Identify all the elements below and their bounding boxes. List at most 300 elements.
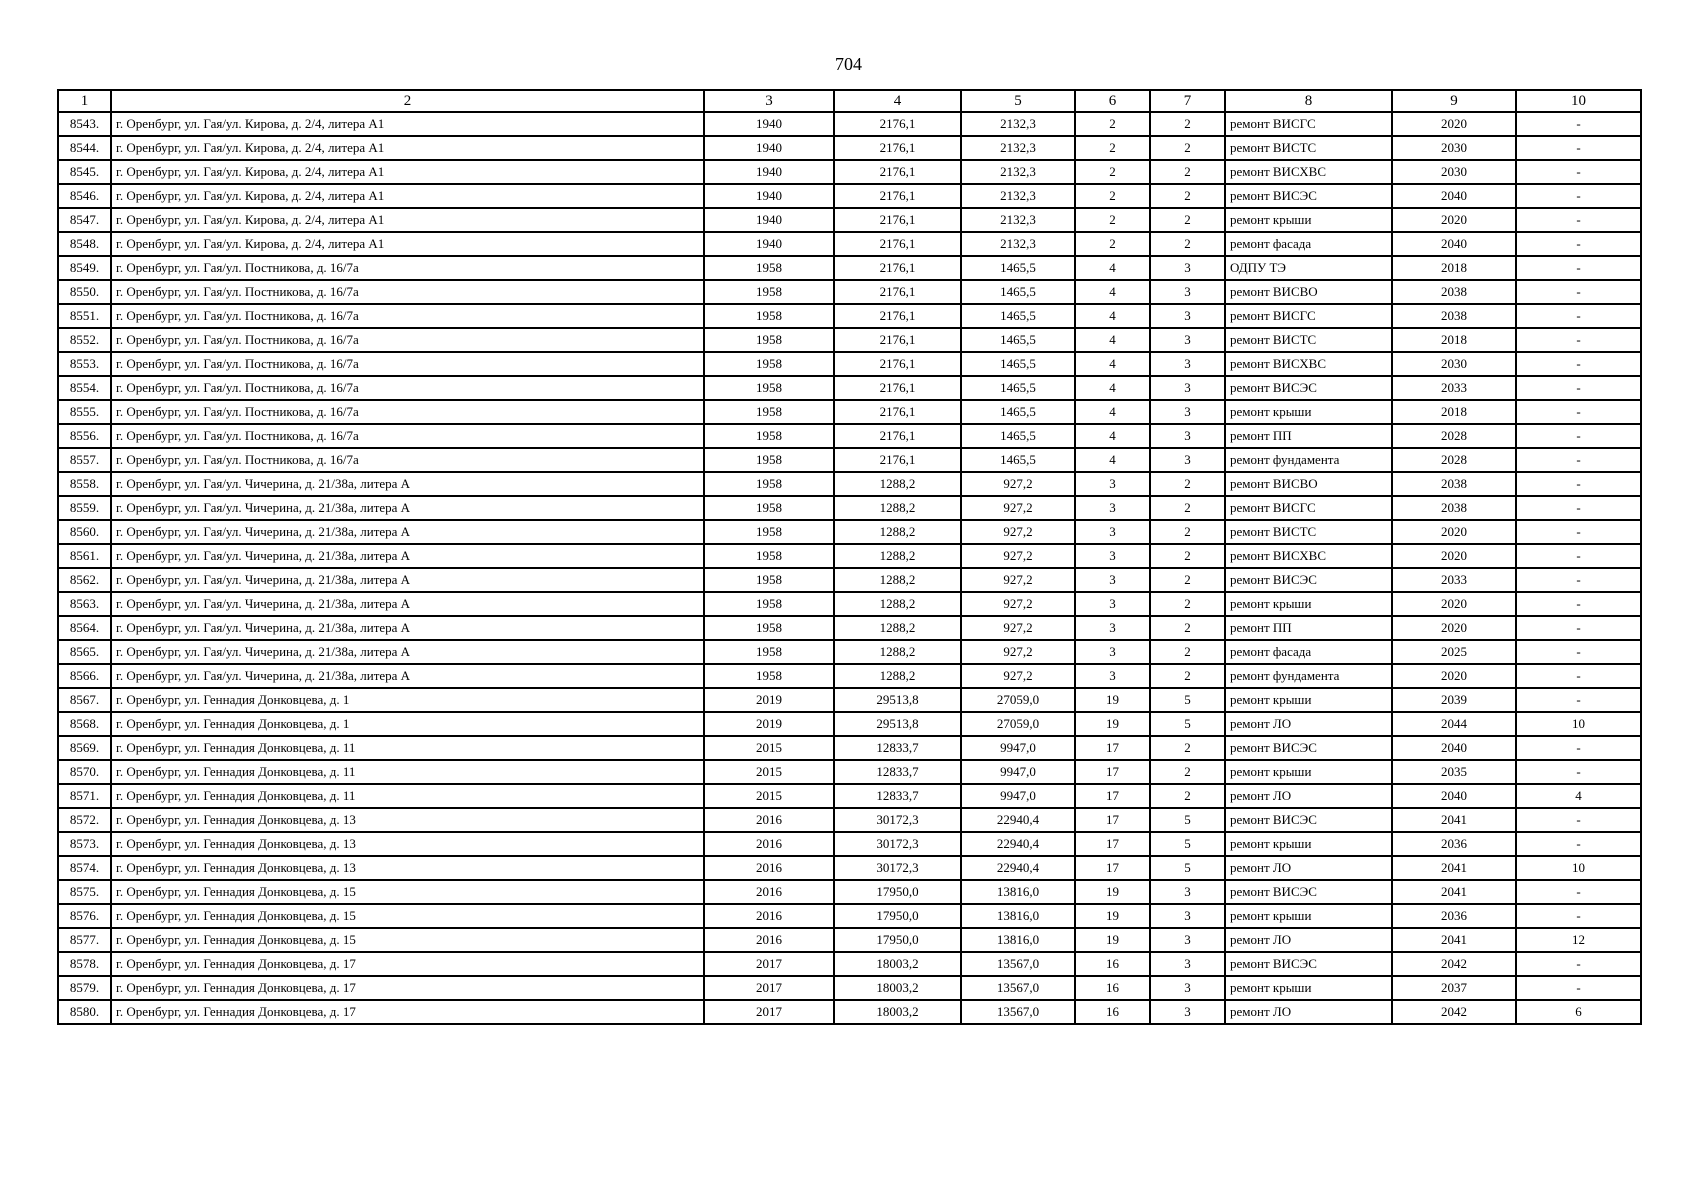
cell-address: г. Оренбург, ул. Гая/ул. Постникова, д. 16/7а bbox=[111, 256, 704, 280]
table-row bbox=[58, 784, 1641, 808]
cell-column-10-value: - bbox=[1516, 904, 1641, 928]
cell-floors: 2 bbox=[1075, 136, 1150, 160]
cell-total-area: 2176,1 bbox=[834, 352, 961, 376]
cell-column-10-value: - bbox=[1516, 376, 1641, 400]
cell-living-area: 1465,5 bbox=[961, 424, 1075, 448]
cell-living-area: 1465,5 bbox=[961, 328, 1075, 352]
cell-address: г. Оренбург, ул. Геннадия Донковцева, д. 15 bbox=[111, 904, 704, 928]
cell-build-year: 2017 bbox=[704, 952, 834, 976]
cell-column-10-value: - bbox=[1516, 520, 1641, 544]
cell-floors: 19 bbox=[1075, 688, 1150, 712]
cell-floors: 2 bbox=[1075, 184, 1150, 208]
cell-work-type: ремонт крыши bbox=[1225, 832, 1392, 856]
cell-plan-year: 2039 bbox=[1392, 688, 1516, 712]
table-row bbox=[58, 112, 1641, 136]
cell-row-number: 8559. bbox=[58, 496, 111, 520]
cell-build-year: 2017 bbox=[704, 976, 834, 1000]
cell-row-number: 8556. bbox=[58, 424, 111, 448]
cell-floors: 19 bbox=[1075, 904, 1150, 928]
cell-plan-year: 2042 bbox=[1392, 952, 1516, 976]
cell-work-type: ремонт крыши bbox=[1225, 592, 1392, 616]
cell-total-area: 12833,7 bbox=[834, 736, 961, 760]
column-header-4: 4 bbox=[834, 90, 961, 112]
cell-build-year: 2017 bbox=[704, 1000, 834, 1024]
cell-work-type: ремонт крыши bbox=[1225, 760, 1392, 784]
cell-living-area: 27059,0 bbox=[961, 688, 1075, 712]
cell-entrances: 3 bbox=[1150, 400, 1225, 424]
cell-floors: 2 bbox=[1075, 232, 1150, 256]
cell-living-area: 927,2 bbox=[961, 496, 1075, 520]
cell-work-type: ремонт ВИСТС bbox=[1225, 136, 1392, 160]
cell-work-type: ремонт ВИСЭС bbox=[1225, 376, 1392, 400]
cell-living-area: 2132,3 bbox=[961, 160, 1075, 184]
cell-address: г. Оренбург, ул. Гая/ул. Чичерина, д. 21/38а, литера А bbox=[111, 544, 704, 568]
table-row bbox=[58, 688, 1641, 712]
cell-build-year: 1958 bbox=[704, 640, 834, 664]
cell-entrances: 2 bbox=[1150, 592, 1225, 616]
cell-entrances: 3 bbox=[1150, 880, 1225, 904]
cell-build-year: 1940 bbox=[704, 184, 834, 208]
cell-build-year: 1958 bbox=[704, 520, 834, 544]
cell-row-number: 8560. bbox=[58, 520, 111, 544]
cell-column-10-value: 10 bbox=[1516, 712, 1641, 736]
cell-plan-year: 2036 bbox=[1392, 832, 1516, 856]
cell-living-area: 2132,3 bbox=[961, 136, 1075, 160]
cell-floors: 17 bbox=[1075, 760, 1150, 784]
cell-column-10-value: - bbox=[1516, 664, 1641, 688]
cell-living-area: 13567,0 bbox=[961, 976, 1075, 1000]
cell-total-area: 29513,8 bbox=[834, 688, 961, 712]
cell-entrances: 2 bbox=[1150, 160, 1225, 184]
cell-row-number: 8569. bbox=[58, 736, 111, 760]
table-row bbox=[58, 256, 1641, 280]
column-header-8: 8 bbox=[1225, 90, 1392, 112]
cell-total-area: 2176,1 bbox=[834, 112, 961, 136]
cell-living-area: 927,2 bbox=[961, 616, 1075, 640]
cell-work-type: ремонт ВИСЭС bbox=[1225, 568, 1392, 592]
cell-address: г. Оренбург, ул. Гая/ул. Постникова, д. 16/7а bbox=[111, 448, 704, 472]
cell-floors: 4 bbox=[1075, 376, 1150, 400]
cell-work-type: ремонт фундамента bbox=[1225, 664, 1392, 688]
cell-floors: 3 bbox=[1075, 616, 1150, 640]
cell-work-type: ремонт крыши bbox=[1225, 688, 1392, 712]
cell-column-10-value: - bbox=[1516, 424, 1641, 448]
page-number: 704 bbox=[835, 54, 862, 74]
cell-floors: 3 bbox=[1075, 472, 1150, 496]
cell-work-type: ремонт фундамента bbox=[1225, 448, 1392, 472]
cell-address: г. Оренбург, ул. Гая/ул. Чичерина, д. 21/38а, литера А bbox=[111, 640, 704, 664]
cell-column-10-value: - bbox=[1516, 640, 1641, 664]
cell-build-year: 1958 bbox=[704, 496, 834, 520]
cell-total-area: 2176,1 bbox=[834, 448, 961, 472]
cell-address: г. Оренбург, ул. Геннадия Донковцева, д. 17 bbox=[111, 1000, 704, 1024]
cell-total-area: 1288,2 bbox=[834, 616, 961, 640]
table-row bbox=[58, 160, 1641, 184]
cell-address: г. Оренбург, ул. Гая/ул. Кирова, д. 2/4, литера А1 bbox=[111, 208, 704, 232]
cell-plan-year: 2033 bbox=[1392, 568, 1516, 592]
cell-column-10-value: - bbox=[1516, 472, 1641, 496]
cell-plan-year: 2030 bbox=[1392, 136, 1516, 160]
cell-floors: 17 bbox=[1075, 808, 1150, 832]
cell-work-type: ремонт ВИСЭС bbox=[1225, 808, 1392, 832]
column-header-7: 7 bbox=[1150, 90, 1225, 112]
cell-plan-year: 2037 bbox=[1392, 976, 1516, 1000]
cell-address: г. Оренбург, ул. Геннадия Донковцева, д. 13 bbox=[111, 856, 704, 880]
cell-total-area: 2176,1 bbox=[834, 424, 961, 448]
cell-row-number: 8564. bbox=[58, 616, 111, 640]
cell-total-area: 2176,1 bbox=[834, 184, 961, 208]
table-row bbox=[58, 280, 1641, 304]
cell-address: г. Оренбург, ул. Гая/ул. Постникова, д. 16/7а bbox=[111, 424, 704, 448]
cell-living-area: 2132,3 bbox=[961, 184, 1075, 208]
cell-column-10-value: - bbox=[1516, 952, 1641, 976]
cell-column-10-value: - bbox=[1516, 448, 1641, 472]
cell-work-type: ремонт ЛО bbox=[1225, 856, 1392, 880]
cell-total-area: 2176,1 bbox=[834, 328, 961, 352]
cell-address: г. Оренбург, ул. Гая/ул. Чичерина, д. 21/38а, литера А bbox=[111, 664, 704, 688]
cell-plan-year: 2018 bbox=[1392, 400, 1516, 424]
cell-floors: 4 bbox=[1075, 256, 1150, 280]
table-row bbox=[58, 616, 1641, 640]
cell-total-area: 1288,2 bbox=[834, 640, 961, 664]
cell-total-area: 12833,7 bbox=[834, 760, 961, 784]
cell-floors: 4 bbox=[1075, 328, 1150, 352]
cell-plan-year: 2041 bbox=[1392, 808, 1516, 832]
cell-living-area: 2132,3 bbox=[961, 112, 1075, 136]
cell-address: г. Оренбург, ул. Геннадия Донковцева, д. 15 bbox=[111, 928, 704, 952]
cell-work-type: ремонт ВИСХВС bbox=[1225, 544, 1392, 568]
cell-row-number: 8558. bbox=[58, 472, 111, 496]
cell-plan-year: 2044 bbox=[1392, 712, 1516, 736]
cell-floors: 16 bbox=[1075, 976, 1150, 1000]
cell-row-number: 8546. bbox=[58, 184, 111, 208]
cell-work-type: ремонт ЛО bbox=[1225, 712, 1392, 736]
cell-plan-year: 2018 bbox=[1392, 328, 1516, 352]
table-row bbox=[58, 136, 1641, 160]
cell-entrances: 2 bbox=[1150, 760, 1225, 784]
cell-build-year: 1958 bbox=[704, 424, 834, 448]
cell-address: г. Оренбург, ул. Гая/ул. Кирова, д. 2/4, литера А1 bbox=[111, 136, 704, 160]
cell-total-area: 18003,2 bbox=[834, 976, 961, 1000]
cell-row-number: 8554. bbox=[58, 376, 111, 400]
cell-floors: 16 bbox=[1075, 1000, 1150, 1024]
cell-floors: 19 bbox=[1075, 712, 1150, 736]
cell-row-number: 8557. bbox=[58, 448, 111, 472]
cell-row-number: 8550. bbox=[58, 280, 111, 304]
cell-living-area: 927,2 bbox=[961, 472, 1075, 496]
cell-floors: 2 bbox=[1075, 160, 1150, 184]
cell-total-area: 2176,1 bbox=[834, 400, 961, 424]
cell-build-year: 1958 bbox=[704, 256, 834, 280]
cell-plan-year: 2020 bbox=[1392, 208, 1516, 232]
cell-living-area: 13816,0 bbox=[961, 880, 1075, 904]
cell-work-type: ремонт ПП bbox=[1225, 424, 1392, 448]
cell-living-area: 1465,5 bbox=[961, 352, 1075, 376]
column-header-5: 5 bbox=[961, 90, 1075, 112]
cell-entrances: 2 bbox=[1150, 496, 1225, 520]
table-row bbox=[58, 424, 1641, 448]
cell-total-area: 1288,2 bbox=[834, 592, 961, 616]
table-row bbox=[58, 880, 1641, 904]
cell-total-area: 2176,1 bbox=[834, 280, 961, 304]
cell-entrances: 2 bbox=[1150, 640, 1225, 664]
cell-row-number: 8562. bbox=[58, 568, 111, 592]
table-row bbox=[58, 232, 1641, 256]
cell-address: г. Оренбург, ул. Геннадия Донковцева, д. 17 bbox=[111, 976, 704, 1000]
cell-entrances: 3 bbox=[1150, 424, 1225, 448]
cell-column-10-value: - bbox=[1516, 592, 1641, 616]
cell-floors: 3 bbox=[1075, 544, 1150, 568]
cell-living-area: 1465,5 bbox=[961, 400, 1075, 424]
column-header-6: 6 bbox=[1075, 90, 1150, 112]
cell-address: г. Оренбург, ул. Гая/ул. Постникова, д. 16/7а bbox=[111, 328, 704, 352]
cell-column-10-value: - bbox=[1516, 832, 1641, 856]
cell-entrances: 2 bbox=[1150, 136, 1225, 160]
cell-entrances: 3 bbox=[1150, 304, 1225, 328]
cell-row-number: 8567. bbox=[58, 688, 111, 712]
cell-build-year: 1958 bbox=[704, 280, 834, 304]
cell-work-type: ремонт фасада bbox=[1225, 640, 1392, 664]
cell-floors: 2 bbox=[1075, 112, 1150, 136]
cell-column-10-value: - bbox=[1516, 112, 1641, 136]
cell-living-area: 27059,0 bbox=[961, 712, 1075, 736]
table-row bbox=[58, 808, 1641, 832]
cell-living-area: 22940,4 bbox=[961, 808, 1075, 832]
cell-address: г. Оренбург, ул. Геннадия Донковцева, д. 1 bbox=[111, 688, 704, 712]
cell-column-10-value: - bbox=[1516, 184, 1641, 208]
cell-floors: 4 bbox=[1075, 304, 1150, 328]
cell-row-number: 8575. bbox=[58, 880, 111, 904]
cell-plan-year: 2038 bbox=[1392, 280, 1516, 304]
cell-entrances: 3 bbox=[1150, 1000, 1225, 1024]
cell-living-area: 13816,0 bbox=[961, 928, 1075, 952]
table-row bbox=[58, 568, 1641, 592]
cell-column-10-value: 4 bbox=[1516, 784, 1641, 808]
cell-living-area: 22940,4 bbox=[961, 832, 1075, 856]
cell-floors: 17 bbox=[1075, 784, 1150, 808]
cell-total-area: 2176,1 bbox=[834, 304, 961, 328]
cell-column-10-value: - bbox=[1516, 976, 1641, 1000]
cell-entrances: 2 bbox=[1150, 112, 1225, 136]
cell-address: г. Оренбург, ул. Гая/ул. Кирова, д. 2/4, литера А1 bbox=[111, 112, 704, 136]
cell-floors: 3 bbox=[1075, 664, 1150, 688]
cell-living-area: 1465,5 bbox=[961, 376, 1075, 400]
table-row bbox=[58, 736, 1641, 760]
cell-address: г. Оренбург, ул. Геннадия Донковцева, д. 11 bbox=[111, 784, 704, 808]
cell-address: г. Оренбург, ул. Гая/ул. Постникова, д. 16/7а bbox=[111, 400, 704, 424]
cell-work-type: ремонт ВИСГС bbox=[1225, 496, 1392, 520]
cell-build-year: 1940 bbox=[704, 232, 834, 256]
cell-build-year: 2016 bbox=[704, 880, 834, 904]
cell-total-area: 17950,0 bbox=[834, 928, 961, 952]
cell-address: г. Оренбург, ул. Гая/ул. Чичерина, д. 21/38а, литера А bbox=[111, 472, 704, 496]
cell-address: г. Оренбург, ул. Геннадия Донковцева, д. 11 bbox=[111, 760, 704, 784]
cell-work-type: ремонт ВИСХВС bbox=[1225, 160, 1392, 184]
cell-address: г. Оренбург, ул. Геннадия Донковцева, д. 13 bbox=[111, 808, 704, 832]
cell-floors: 17 bbox=[1075, 832, 1150, 856]
cell-floors: 3 bbox=[1075, 592, 1150, 616]
table-row bbox=[58, 1000, 1641, 1024]
cell-living-area: 13816,0 bbox=[961, 904, 1075, 928]
cell-living-area: 927,2 bbox=[961, 544, 1075, 568]
table-row bbox=[58, 184, 1641, 208]
cell-living-area: 1465,5 bbox=[961, 304, 1075, 328]
cell-work-type: ремонт ПП bbox=[1225, 616, 1392, 640]
cell-work-type: ремонт ВИСЭС bbox=[1225, 736, 1392, 760]
column-header-1: 1 bbox=[58, 90, 111, 112]
cell-entrances: 2 bbox=[1150, 520, 1225, 544]
table-row bbox=[58, 544, 1641, 568]
table-row bbox=[58, 832, 1641, 856]
cell-work-type: ремонт ЛО bbox=[1225, 784, 1392, 808]
cell-row-number: 8551. bbox=[58, 304, 111, 328]
column-header-10: 10 bbox=[1516, 90, 1641, 112]
cell-work-type: ремонт ВИСГС bbox=[1225, 112, 1392, 136]
cell-build-year: 1958 bbox=[704, 664, 834, 688]
cell-work-type: ремонт ЛО bbox=[1225, 1000, 1392, 1024]
cell-column-10-value: - bbox=[1516, 136, 1641, 160]
cell-total-area: 2176,1 bbox=[834, 136, 961, 160]
cell-column-10-value: - bbox=[1516, 304, 1641, 328]
cell-work-type: ремонт ВИСВО bbox=[1225, 280, 1392, 304]
cell-row-number: 8561. bbox=[58, 544, 111, 568]
cell-build-year: 1958 bbox=[704, 400, 834, 424]
cell-floors: 2 bbox=[1075, 208, 1150, 232]
cell-entrances: 5 bbox=[1150, 856, 1225, 880]
cell-build-year: 1940 bbox=[704, 160, 834, 184]
cell-build-year: 2016 bbox=[704, 928, 834, 952]
cell-column-10-value: 10 bbox=[1516, 856, 1641, 880]
cell-build-year: 2019 bbox=[704, 688, 834, 712]
cell-column-10-value: - bbox=[1516, 688, 1641, 712]
cell-build-year: 1958 bbox=[704, 592, 834, 616]
cell-plan-year: 2030 bbox=[1392, 352, 1516, 376]
cell-living-area: 927,2 bbox=[961, 640, 1075, 664]
cell-address: г. Оренбург, ул. Гая/ул. Постникова, д. 16/7а bbox=[111, 304, 704, 328]
cell-plan-year: 2020 bbox=[1392, 544, 1516, 568]
cell-living-area: 13567,0 bbox=[961, 1000, 1075, 1024]
cell-work-type: ремонт ВИСТС bbox=[1225, 328, 1392, 352]
cell-living-area: 927,2 bbox=[961, 568, 1075, 592]
table-row bbox=[58, 712, 1641, 736]
cell-living-area: 927,2 bbox=[961, 664, 1075, 688]
cell-build-year: 2019 bbox=[704, 712, 834, 736]
cell-column-10-value: - bbox=[1516, 400, 1641, 424]
cell-column-10-value: - bbox=[1516, 808, 1641, 832]
cell-entrances: 5 bbox=[1150, 688, 1225, 712]
cell-entrances: 2 bbox=[1150, 664, 1225, 688]
cell-column-10-value: - bbox=[1516, 160, 1641, 184]
cell-living-area: 2132,3 bbox=[961, 232, 1075, 256]
cell-total-area: 1288,2 bbox=[834, 568, 961, 592]
cell-work-type: ремонт ВИСЭС bbox=[1225, 184, 1392, 208]
cell-plan-year: 2030 bbox=[1392, 160, 1516, 184]
cell-entrances: 2 bbox=[1150, 568, 1225, 592]
cell-column-10-value: - bbox=[1516, 256, 1641, 280]
cell-living-area: 22940,4 bbox=[961, 856, 1075, 880]
cell-build-year: 1958 bbox=[704, 568, 834, 592]
table-row bbox=[58, 640, 1641, 664]
column-header-3: 3 bbox=[704, 90, 834, 112]
cell-plan-year: 2036 bbox=[1392, 904, 1516, 928]
cell-row-number: 8545. bbox=[58, 160, 111, 184]
cell-column-10-value: - bbox=[1516, 760, 1641, 784]
cell-living-area: 1465,5 bbox=[961, 256, 1075, 280]
cell-address: г. Оренбург, ул. Геннадия Донковцева, д. 17 bbox=[111, 952, 704, 976]
cell-row-number: 8577. bbox=[58, 928, 111, 952]
header-row bbox=[58, 90, 1641, 112]
cell-build-year: 2016 bbox=[704, 856, 834, 880]
cell-build-year: 1940 bbox=[704, 208, 834, 232]
cell-row-number: 8573. bbox=[58, 832, 111, 856]
cell-column-10-value: - bbox=[1516, 736, 1641, 760]
cell-work-type: ремонт крыши bbox=[1225, 904, 1392, 928]
cell-build-year: 2016 bbox=[704, 904, 834, 928]
cell-build-year: 1940 bbox=[704, 136, 834, 160]
table-row bbox=[58, 400, 1641, 424]
cell-entrances: 3 bbox=[1150, 928, 1225, 952]
cell-living-area: 13567,0 bbox=[961, 952, 1075, 976]
cell-column-10-value: - bbox=[1516, 544, 1641, 568]
cell-total-area: 1288,2 bbox=[834, 544, 961, 568]
cell-row-number: 8571. bbox=[58, 784, 111, 808]
cell-build-year: 2015 bbox=[704, 760, 834, 784]
table-row bbox=[58, 520, 1641, 544]
cell-total-area: 17950,0 bbox=[834, 880, 961, 904]
cell-floors: 3 bbox=[1075, 568, 1150, 592]
cell-work-type: ремонт крыши bbox=[1225, 976, 1392, 1000]
cell-build-year: 2016 bbox=[704, 808, 834, 832]
cell-floors: 17 bbox=[1075, 856, 1150, 880]
cell-floors: 4 bbox=[1075, 448, 1150, 472]
cell-plan-year: 2035 bbox=[1392, 760, 1516, 784]
cell-living-area: 927,2 bbox=[961, 592, 1075, 616]
cell-address: г. Оренбург, ул. Геннадия Донковцева, д. 13 bbox=[111, 832, 704, 856]
cell-floors: 3 bbox=[1075, 496, 1150, 520]
cell-work-type: ремонт ВИСЭС bbox=[1225, 952, 1392, 976]
cell-column-10-value: 6 bbox=[1516, 1000, 1641, 1024]
table-row bbox=[58, 664, 1641, 688]
cell-row-number: 8578. bbox=[58, 952, 111, 976]
cell-floors: 4 bbox=[1075, 352, 1150, 376]
cell-row-number: 8566. bbox=[58, 664, 111, 688]
cell-entrances: 3 bbox=[1150, 448, 1225, 472]
cell-entrances: 2 bbox=[1150, 472, 1225, 496]
cell-total-area: 12833,7 bbox=[834, 784, 961, 808]
cell-entrances: 3 bbox=[1150, 352, 1225, 376]
cell-row-number: 8580. bbox=[58, 1000, 111, 1024]
cell-plan-year: 2018 bbox=[1392, 256, 1516, 280]
cell-plan-year: 2020 bbox=[1392, 520, 1516, 544]
table-row bbox=[58, 376, 1641, 400]
cell-living-area: 927,2 bbox=[961, 520, 1075, 544]
cell-entrances: 2 bbox=[1150, 544, 1225, 568]
table-row bbox=[58, 328, 1641, 352]
cell-build-year: 1958 bbox=[704, 616, 834, 640]
cell-column-10-value: - bbox=[1516, 232, 1641, 256]
registry-table bbox=[57, 89, 1642, 1025]
cell-build-year: 2015 bbox=[704, 784, 834, 808]
cell-living-area: 1465,5 bbox=[961, 280, 1075, 304]
cell-living-area: 9947,0 bbox=[961, 784, 1075, 808]
cell-entrances: 5 bbox=[1150, 712, 1225, 736]
cell-floors: 19 bbox=[1075, 880, 1150, 904]
cell-plan-year: 2040 bbox=[1392, 184, 1516, 208]
cell-column-10-value: - bbox=[1516, 880, 1641, 904]
cell-build-year: 1958 bbox=[704, 352, 834, 376]
cell-work-type: ремонт фасада bbox=[1225, 232, 1392, 256]
cell-column-10-value: - bbox=[1516, 208, 1641, 232]
